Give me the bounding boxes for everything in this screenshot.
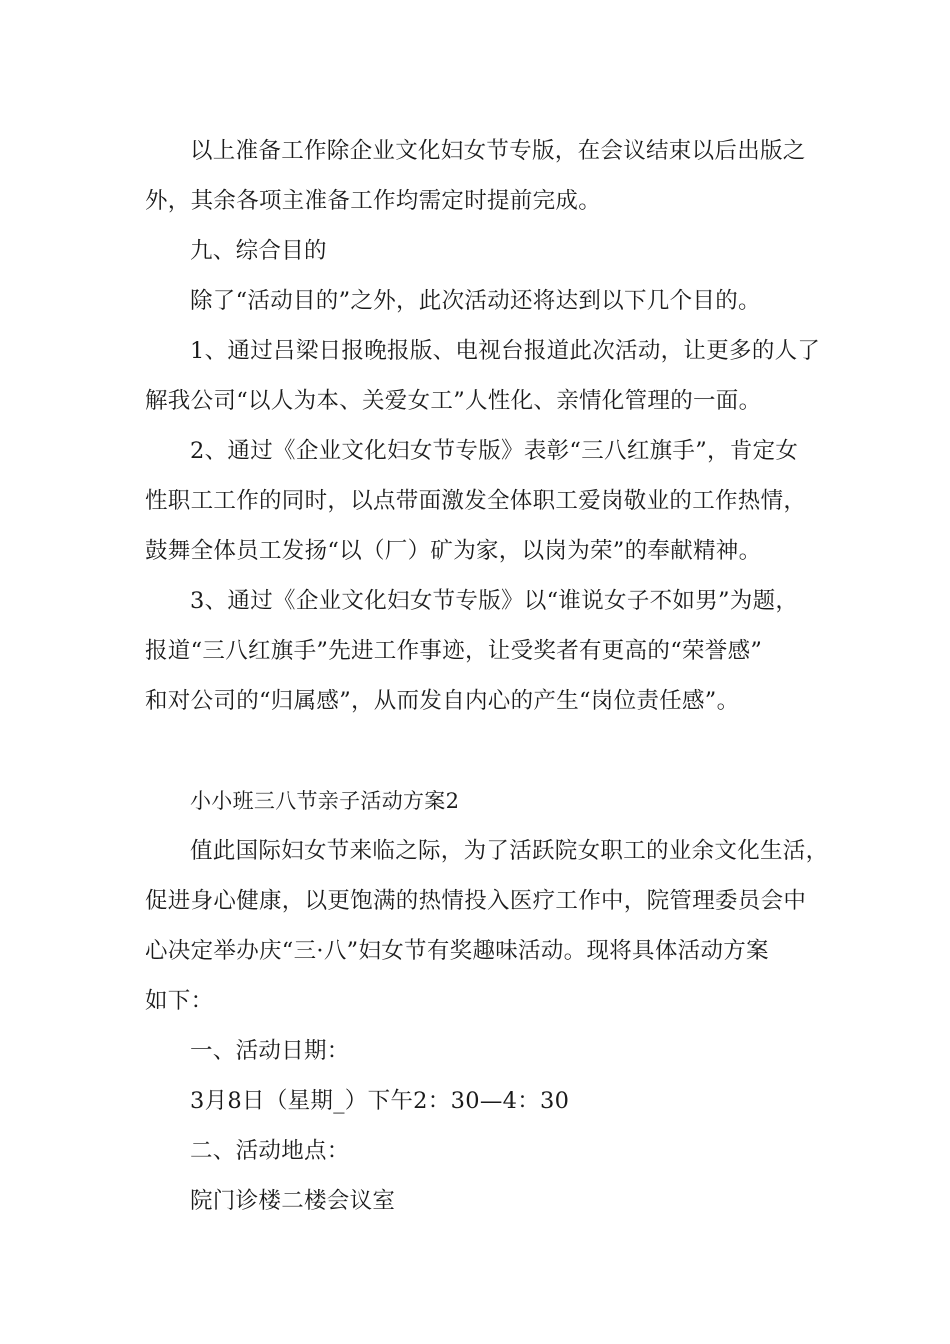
section-heading: 一、活动日期： <box>190 1038 350 1064</box>
section-title: 小小班三八节亲子活动方案2 <box>190 789 460 813</box>
list-item-line: 1、通过吕梁日报晚报版、电视台报道此次活动，让更多的人了 <box>190 338 821 364</box>
list-item-line: 鼓舞全体员工发扬“以（厂）矿为家，以岗为荣”的奉献精神。 <box>145 538 762 564</box>
paragraph-line: 院门诊楼二楼会议室 <box>190 1188 396 1214</box>
section-heading: 二、活动地点： <box>190 1138 350 1164</box>
paragraph-line: 如下： <box>145 988 214 1014</box>
paragraph-line: 以上准备工作除企业文化妇女节专版，在会议结束以后出版之 <box>190 138 806 164</box>
paragraph-line: 3月8日（星期_）下午2：30—4：30 <box>190 1088 570 1114</box>
paragraph-line: 除了“活动目的”之外，此次活动还将达到以下几个目的。 <box>190 288 761 314</box>
list-item-line: 和对公司的“归属感”，从而发自内心的产生“岗位责任感”。 <box>145 688 740 714</box>
list-item-line: 2、通过《企业文化妇女节专版》表彰“三八红旗手”，肯定女 <box>190 438 799 464</box>
list-item-line: 性职工工作的同时，以点带面激发全体职工爱岗敬业的工作热情， <box>145 488 807 514</box>
list-item-line: 3、通过《企业文化妇女节专版》以“谁说女子不如男”为题， <box>190 588 799 614</box>
section-heading: 九、综合目的 <box>190 238 327 264</box>
list-item-line: 报道“三八红旗手”先进工作事迹，让受奖者有更高的“荣誉感” <box>145 638 763 664</box>
paragraph-line: 心决定举办庆“三·八”妇女节有奖趣味活动。现将具体活动方案 <box>145 938 769 964</box>
paragraph-line: 值此国际妇女节来临之际，为了活跃院女职工的业余文化生活， <box>190 838 829 864</box>
list-item-line: 解我公司“以人为本、关爱女工”人性化、亲情化管理的一面。 <box>145 388 762 414</box>
paragraph-line: 促进身心健康，以更饱满的热情投入医疗工作中，院管理委员会中 <box>145 888 807 914</box>
paragraph-line: 外，其余各项主准备工作均需定时提前完成。 <box>145 188 602 214</box>
